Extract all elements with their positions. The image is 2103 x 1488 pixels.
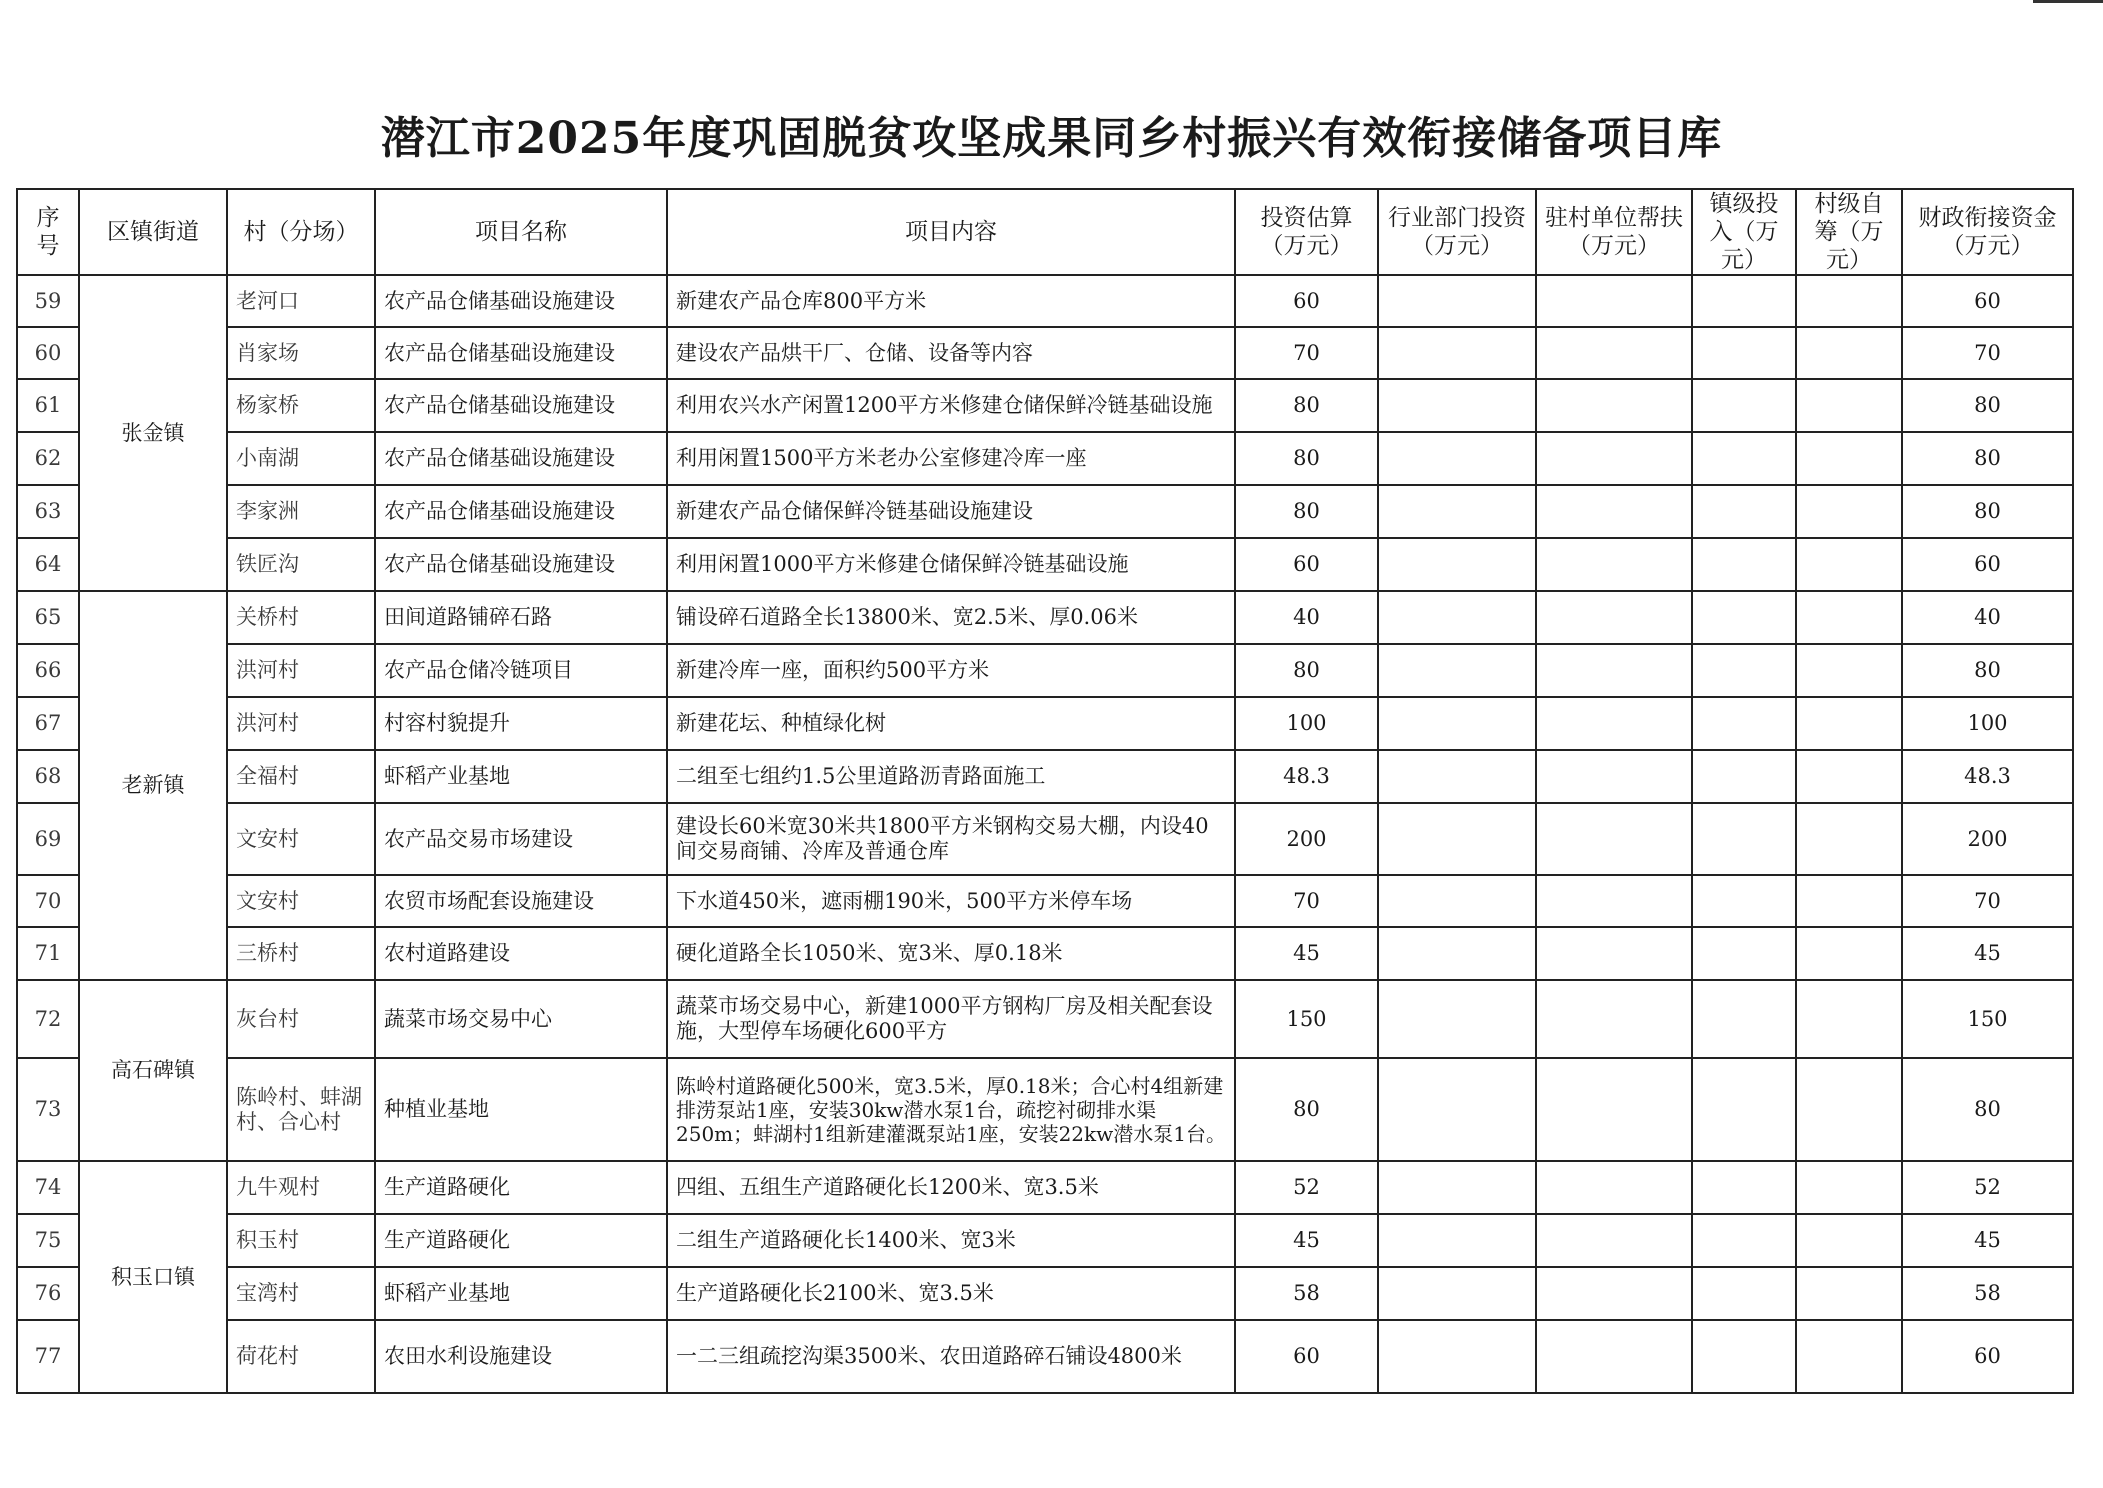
header-seq: 序号 [17,189,79,275]
village-cell: 宝湾村 [227,1267,375,1320]
townlvl-cell [1692,927,1796,980]
village-cell: 陈岭村、蚌湖村、合心村 [227,1058,375,1161]
table-row [17,327,2073,379]
finance-cell: 80 [1902,644,2073,697]
finance-cell: 58 [1902,1267,2073,1320]
project-content-cell: 二组生产道路硬化长1400米、宽3米 [667,1214,1235,1267]
townlvl-cell [1692,980,1796,1058]
village-cell: 李家洲 [227,485,375,538]
table-row [17,644,2073,697]
table-row [17,538,2073,591]
invest-cell: 80 [1235,379,1378,432]
seq-cell: 67 [17,697,79,750]
seq-cell: 60 [17,327,79,379]
villagelvl-cell [1796,275,1902,327]
seq-cell: 63 [17,485,79,538]
project-name-cell: 农贸市场配套设施建设 [375,875,667,927]
project-content-cell: 新建花坛、种植绿化树 [667,697,1235,750]
help-cell [1536,1214,1692,1267]
dept-cell [1378,591,1536,644]
dept-cell [1378,327,1536,379]
project-content-cell: 新建农产品仓库800平方米 [667,275,1235,327]
dept-cell [1378,750,1536,803]
village-cell: 洪河村 [227,697,375,750]
project-content-cell: 利用闲置1000平方米修建仓储保鲜冷链基础设施 [667,538,1235,591]
villagelvl-cell [1796,644,1902,697]
project-name-cell: 农村道路建设 [375,927,667,980]
dept-cell [1378,980,1536,1058]
village-cell: 洪河村 [227,644,375,697]
invest-cell: 80 [1235,1058,1378,1161]
finance-cell: 80 [1902,485,2073,538]
village-cell: 文安村 [227,803,375,875]
header-row [17,189,2073,275]
invest-cell: 150 [1235,980,1378,1058]
invest-cell: 70 [1235,875,1378,927]
dept-cell [1378,432,1536,485]
seq-cell: 69 [17,803,79,875]
village-cell: 肖家场 [227,327,375,379]
town-cell: 高石碑镇 [79,980,227,1161]
finance-cell: 80 [1902,432,2073,485]
header-townlvl: 镇级投入（万元） [1692,189,1796,275]
seq-cell: 62 [17,432,79,485]
finance-cell: 60 [1902,538,2073,591]
table-row [17,980,2073,1058]
villagelvl-cell [1796,1320,1902,1393]
page-title: 潜江市2025年度巩固脱贫攻坚成果同乡村振兴有效衔接储备项目库 [380,113,1723,164]
project-content-cell: 二组至七组约1.5公里道路沥青路面施工 [667,750,1235,803]
finance-cell: 150 [1902,980,2073,1058]
project-name-cell: 农产品仓储基础设施建设 [375,327,667,379]
village-cell: 文安村 [227,875,375,927]
table-row [17,591,2073,644]
project-content-cell: 硬化道路全长1050米、宽3米、厚0.18米 [667,927,1235,980]
finance-cell: 45 [1902,1214,2073,1267]
table-row [17,1320,2073,1393]
help-cell [1536,875,1692,927]
invest-cell: 58 [1235,1267,1378,1320]
invest-cell: 45 [1235,927,1378,980]
dept-cell [1378,697,1536,750]
dept-cell [1378,803,1536,875]
help-cell [1536,538,1692,591]
villagelvl-cell [1796,1267,1902,1320]
help-cell [1536,1161,1692,1214]
village-cell: 荷花村 [227,1320,375,1393]
table-row [17,275,2073,327]
project-name-cell: 农产品仓储基础设施建设 [375,379,667,432]
finance-cell: 80 [1902,379,2073,432]
dept-cell [1378,1161,1536,1214]
table-row [17,379,2073,432]
project-name-cell: 种植业基地 [375,1058,667,1161]
seq-cell: 70 [17,875,79,927]
help-cell [1536,591,1692,644]
finance-cell: 45 [1902,927,2073,980]
dept-cell [1378,275,1536,327]
project-name-cell: 农产品仓储基础设施建设 [375,485,667,538]
townlvl-cell [1692,875,1796,927]
project-content-cell: 陈岭村道路硬化500米，宽3.5米，厚0.18米；合心村4组新建排涝泵站1座，安装30kw潜水泵1台，疏挖衬砌排水渠250m；蚌湖村1组新建灌溉泵站1座，安装22kw潜水泵1台。 [667,1058,1235,1161]
town-cell: 积玉口镇 [79,1161,227,1393]
project-content-cell: 铺设碎石道路全长13800米、宽2.5米、厚0.06米 [667,591,1235,644]
townlvl-cell [1692,1267,1796,1320]
dept-cell [1378,485,1536,538]
finance-cell: 40 [1902,591,2073,644]
table-row [17,1161,2073,1214]
project-name-cell: 农产品仓储基础设施建设 [375,538,667,591]
project-content-cell: 利用农兴水产闲置1200平方米修建仓储保鲜冷链基础设施 [667,379,1235,432]
help-cell [1536,803,1692,875]
village-cell: 灰台村 [227,980,375,1058]
help-cell [1536,697,1692,750]
project-table [16,188,2074,1394]
table-row [17,803,2073,875]
seq-cell: 61 [17,379,79,432]
project-name-cell: 生产道路硬化 [375,1161,667,1214]
invest-cell: 45 [1235,1214,1378,1267]
project-content-cell: 新建农产品仓储保鲜冷链基础设施建设 [667,485,1235,538]
villagelvl-cell [1796,875,1902,927]
villagelvl-cell [1796,927,1902,980]
header-finance: 财政衔接资金（万元） [1902,189,2073,275]
village-cell: 三桥村 [227,927,375,980]
seq-cell: 66 [17,644,79,697]
seq-cell: 72 [17,980,79,1058]
project-content-cell: 建设农产品烘干厂、仓储、设备等内容 [667,327,1235,379]
header-name: 项目名称 [375,189,667,275]
seq-cell: 59 [17,275,79,327]
seq-cell: 65 [17,591,79,644]
village-cell: 积玉村 [227,1214,375,1267]
project-content-cell: 蔬菜市场交易中心，新建1000平方钢构厂房及相关配套设施，大型停车场硬化600平方 [667,980,1235,1058]
project-name-cell: 农田水利设施建设 [375,1320,667,1393]
help-cell [1536,1320,1692,1393]
finance-cell: 60 [1902,275,2073,327]
seq-cell: 75 [17,1214,79,1267]
villagelvl-cell [1796,327,1902,379]
finance-cell: 70 [1902,875,2073,927]
invest-cell: 40 [1235,591,1378,644]
dept-cell [1378,1267,1536,1320]
scan-edge-mark [2033,0,2103,3]
villagelvl-cell [1796,1058,1902,1161]
table-row [17,697,2073,750]
invest-cell: 80 [1235,485,1378,538]
project-name-cell: 农产品交易市场建设 [375,803,667,875]
village-cell: 铁匠沟 [227,538,375,591]
townlvl-cell [1692,1214,1796,1267]
villagelvl-cell [1796,980,1902,1058]
help-cell [1536,379,1692,432]
header-villagelvl: 村级自筹（万元） [1796,189,1902,275]
finance-cell: 52 [1902,1161,2073,1214]
header-invest: 投资估算（万元） [1235,189,1378,275]
town-cell: 老新镇 [79,591,227,980]
townlvl-cell [1692,1058,1796,1161]
finance-cell: 100 [1902,697,2073,750]
table-row [17,485,2073,538]
project-name-cell: 村容村貌提升 [375,697,667,750]
help-cell [1536,644,1692,697]
table-row [17,1214,2073,1267]
project-name-cell: 农产品仓储基础设施建设 [375,275,667,327]
villagelvl-cell [1796,432,1902,485]
header-dept: 行业部门投资（万元） [1378,189,1536,275]
invest-cell: 70 [1235,327,1378,379]
project-name-cell: 虾稻产业基地 [375,1267,667,1320]
help-cell [1536,327,1692,379]
dept-cell [1378,1214,1536,1267]
help-cell [1536,1267,1692,1320]
villagelvl-cell [1796,803,1902,875]
villagelvl-cell [1796,750,1902,803]
dept-cell [1378,927,1536,980]
townlvl-cell [1692,750,1796,803]
invest-cell: 52 [1235,1161,1378,1214]
townlvl-cell [1692,1320,1796,1393]
townlvl-cell [1692,697,1796,750]
project-content-cell: 新建冷库一座，面积约500平方米 [667,644,1235,697]
project-name-cell: 农产品仓储基础设施建设 [375,432,667,485]
seq-cell: 73 [17,1058,79,1161]
help-cell [1536,750,1692,803]
townlvl-cell [1692,379,1796,432]
project-content-cell: 建设长60米宽30米共1800平方米钢构交易大棚，内设40间交易商铺、冷库及普通仓库 [667,803,1235,875]
help-cell [1536,1058,1692,1161]
townlvl-cell [1692,275,1796,327]
help-cell [1536,980,1692,1058]
townlvl-cell [1692,1161,1796,1214]
dept-cell [1378,379,1536,432]
seq-cell: 71 [17,927,79,980]
project-name-cell: 农产品仓储冷链项目 [375,644,667,697]
village-cell: 老河口 [227,275,375,327]
header-village: 村（分场） [227,189,375,275]
villagelvl-cell [1796,485,1902,538]
project-name-cell: 田间道路铺碎石路 [375,591,667,644]
invest-cell: 48.3 [1235,750,1378,803]
help-cell [1536,485,1692,538]
townlvl-cell [1692,644,1796,697]
table-row [17,750,2073,803]
villagelvl-cell [1796,538,1902,591]
seq-cell: 74 [17,1161,79,1214]
header-content: 项目内容 [667,189,1235,275]
invest-cell: 200 [1235,803,1378,875]
header-help: 驻村单位帮扶（万元） [1536,189,1692,275]
finance-cell: 60 [1902,1320,2073,1393]
villagelvl-cell [1796,1161,1902,1214]
villagelvl-cell [1796,1214,1902,1267]
project-content-cell: 四组、五组生产道路硬化长1200米、宽3.5米 [667,1161,1235,1214]
dept-cell [1378,1058,1536,1161]
seq-cell: 76 [17,1267,79,1320]
project-content-cell: 生产道路硬化长2100米、宽3.5米 [667,1267,1235,1320]
invest-cell: 80 [1235,432,1378,485]
invest-cell: 80 [1235,644,1378,697]
village-cell: 全福村 [227,750,375,803]
invest-cell: 60 [1235,1320,1378,1393]
townlvl-cell [1692,485,1796,538]
table-row [17,927,2073,980]
dept-cell [1378,875,1536,927]
village-cell: 九牛观村 [227,1161,375,1214]
invest-cell: 100 [1235,697,1378,750]
dept-cell [1378,1320,1536,1393]
seq-cell: 64 [17,538,79,591]
invest-cell: 60 [1235,275,1378,327]
villagelvl-cell [1796,379,1902,432]
townlvl-cell [1692,803,1796,875]
project-name-cell: 蔬菜市场交易中心 [375,980,667,1058]
finance-cell: 80 [1902,1058,2073,1161]
help-cell [1536,432,1692,485]
help-cell [1536,927,1692,980]
villagelvl-cell [1796,591,1902,644]
townlvl-cell [1692,432,1796,485]
townlvl-cell [1692,327,1796,379]
townlvl-cell [1692,538,1796,591]
village-cell: 关桥村 [227,591,375,644]
finance-cell: 200 [1902,803,2073,875]
village-cell: 小南湖 [227,432,375,485]
village-cell: 杨家桥 [227,379,375,432]
town-cell: 张金镇 [79,275,227,591]
help-cell [1536,275,1692,327]
project-content-cell: 下水道450米，遮雨棚190米，500平方米停车场 [667,875,1235,927]
finance-cell: 48.3 [1902,750,2073,803]
seq-cell: 68 [17,750,79,803]
table-row [17,1267,2073,1320]
project-content-cell: 一二三组疏挖沟渠3500米、农田道路碎石铺设4800米 [667,1320,1235,1393]
table-row [17,1058,2073,1161]
invest-cell: 60 [1235,538,1378,591]
villagelvl-cell [1796,697,1902,750]
finance-cell: 70 [1902,327,2073,379]
townlvl-cell [1692,591,1796,644]
project-content-cell: 利用闲置1500平方米老办公室修建冷库一座 [667,432,1235,485]
header-town: 区镇街道 [79,189,227,275]
dept-cell [1378,644,1536,697]
project-name-cell: 生产道路硬化 [375,1214,667,1267]
project-name-cell: 虾稻产业基地 [375,750,667,803]
table-row [17,875,2073,927]
seq-cell: 77 [17,1320,79,1393]
table-row [17,432,2073,485]
dept-cell [1378,538,1536,591]
